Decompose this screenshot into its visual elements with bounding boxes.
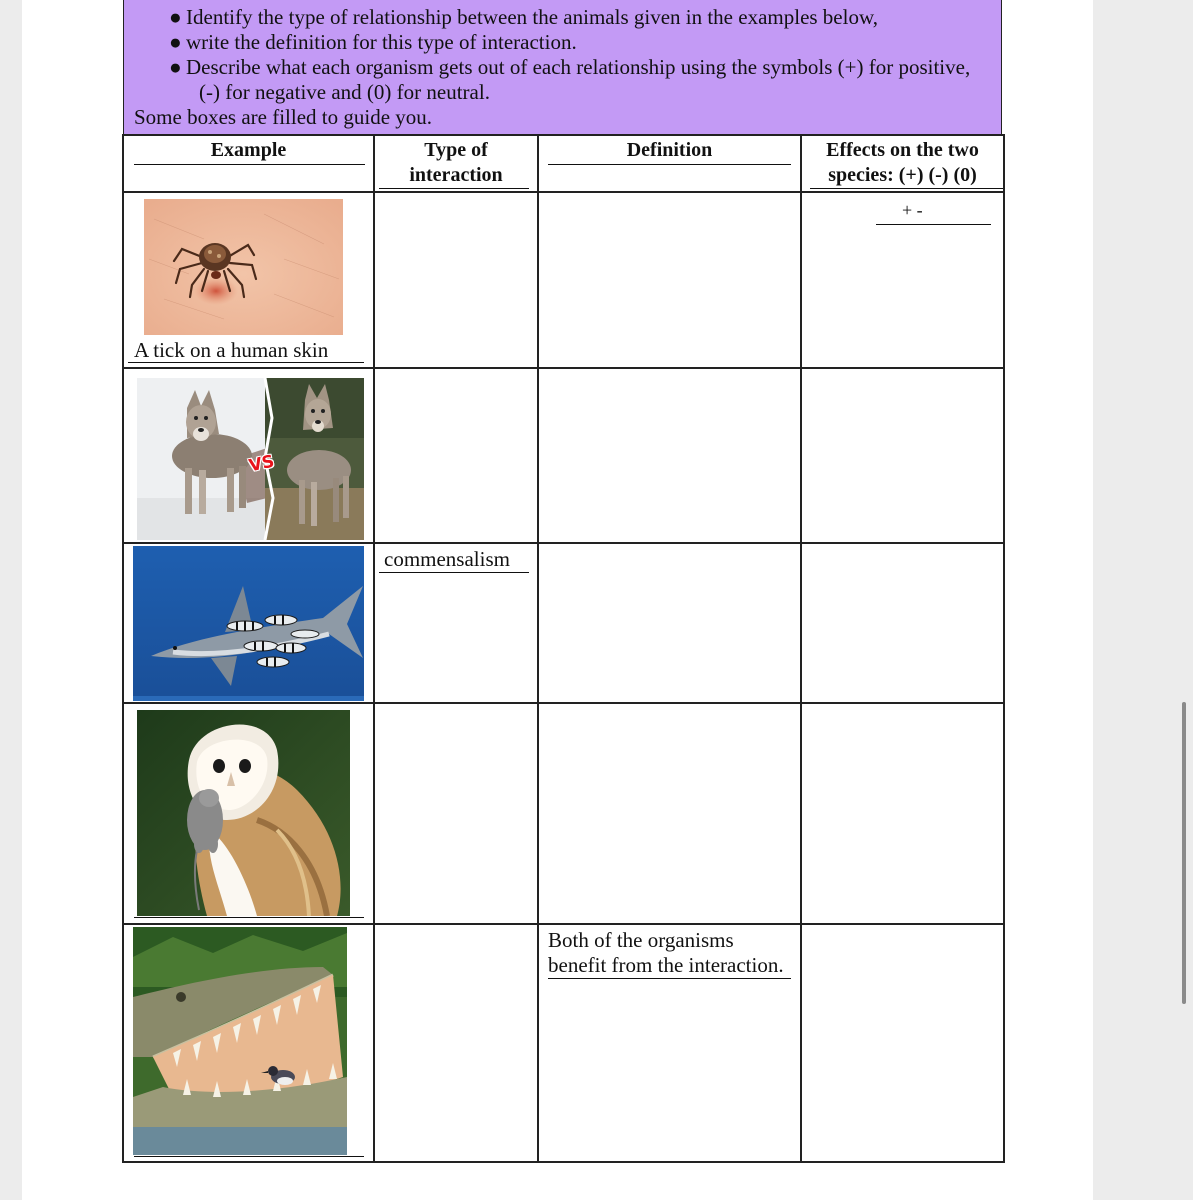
type-underline	[379, 572, 529, 573]
bullet-icon: ●	[169, 55, 182, 79]
instructions-box	[123, 0, 1002, 134]
definition-cell[interactable]	[538, 703, 801, 924]
header-underline	[134, 164, 365, 165]
header-example: Example	[123, 135, 374, 192]
effects-cell[interactable]	[801, 924, 1004, 1162]
example-caption: A tick on a human skin	[134, 338, 329, 362]
instruction-bullet-3: ● Describe what each organism gets out of each relationship using the symbols (+) for positive,	[169, 55, 971, 79]
definition-line-1: Both of the organisms	[548, 928, 734, 952]
instruction-continuation: (-) for negative and (0) for neutral.	[199, 80, 490, 104]
wolf-coyote-photo	[137, 378, 364, 540]
effects-cell[interactable]	[801, 543, 1004, 703]
vs-label: VS	[247, 451, 277, 477]
instruction-bullet-1: ● Identify the type of relationship between the animals given in the examples below,	[169, 5, 879, 29]
effects-cell[interactable]	[801, 368, 1004, 543]
caption-underline	[128, 362, 364, 363]
table-row	[123, 924, 1004, 1162]
type-value: commensalism	[384, 547, 510, 571]
example-cell	[123, 924, 374, 1162]
definition-line-2: benefit from the interaction.	[548, 953, 784, 977]
effects-cell[interactable]	[801, 192, 1004, 368]
header-effects: Effects on the two species: (+) (-) (0)	[801, 135, 1004, 192]
bullet-icon: ●	[169, 30, 182, 54]
table-header-row	[123, 135, 1004, 192]
example-cell	[123, 192, 374, 368]
definition-cell[interactable]	[538, 368, 801, 543]
effects-underline	[876, 224, 991, 225]
caption-underline	[134, 917, 364, 918]
bullet-icon: ●	[169, 5, 182, 29]
effects-cell[interactable]	[801, 703, 1004, 924]
crocodile-and-plover-image	[133, 927, 347, 1155]
type-cell[interactable]	[374, 543, 538, 703]
example-cell	[123, 543, 374, 703]
shark-photo	[133, 546, 364, 701]
instruction-note: Some boxes are filled to guide you.	[134, 105, 433, 129]
definition-underline	[548, 978, 791, 979]
type-cell[interactable]	[374, 924, 538, 1162]
table-row	[123, 368, 1004, 543]
effects-value: + -	[902, 200, 923, 220]
type-cell[interactable]	[374, 368, 538, 543]
header-underline	[548, 164, 791, 165]
type-cell[interactable]	[374, 192, 538, 368]
owl-photo	[137, 710, 350, 916]
instruction-bullet-2: ● write the definition for this type of interaction.	[169, 30, 577, 54]
definition-cell[interactable]	[538, 543, 801, 703]
type-cell[interactable]	[374, 703, 538, 924]
example-cell	[123, 703, 374, 924]
shark-with-pilot-fish-image	[133, 546, 364, 701]
crocodile-photo	[133, 927, 347, 1155]
header-underline	[379, 188, 529, 189]
example-cell	[123, 368, 374, 543]
table-row	[123, 703, 1004, 924]
table-row	[123, 543, 1004, 703]
table-row	[123, 192, 1004, 368]
relationship-table	[122, 134, 1005, 1163]
header-definition: Definition	[538, 135, 801, 192]
caption-underline	[134, 1156, 364, 1157]
header-underline	[810, 188, 1003, 189]
definition-cell[interactable]	[538, 192, 801, 368]
owl-with-mouse-image	[137, 710, 350, 916]
definition-cell[interactable]	[538, 924, 801, 1162]
header-type: Type of interaction	[374, 135, 538, 192]
tick-image	[144, 199, 343, 335]
tick-photo	[144, 199, 343, 335]
scrollbar-thumb[interactable]	[1182, 702, 1186, 1004]
